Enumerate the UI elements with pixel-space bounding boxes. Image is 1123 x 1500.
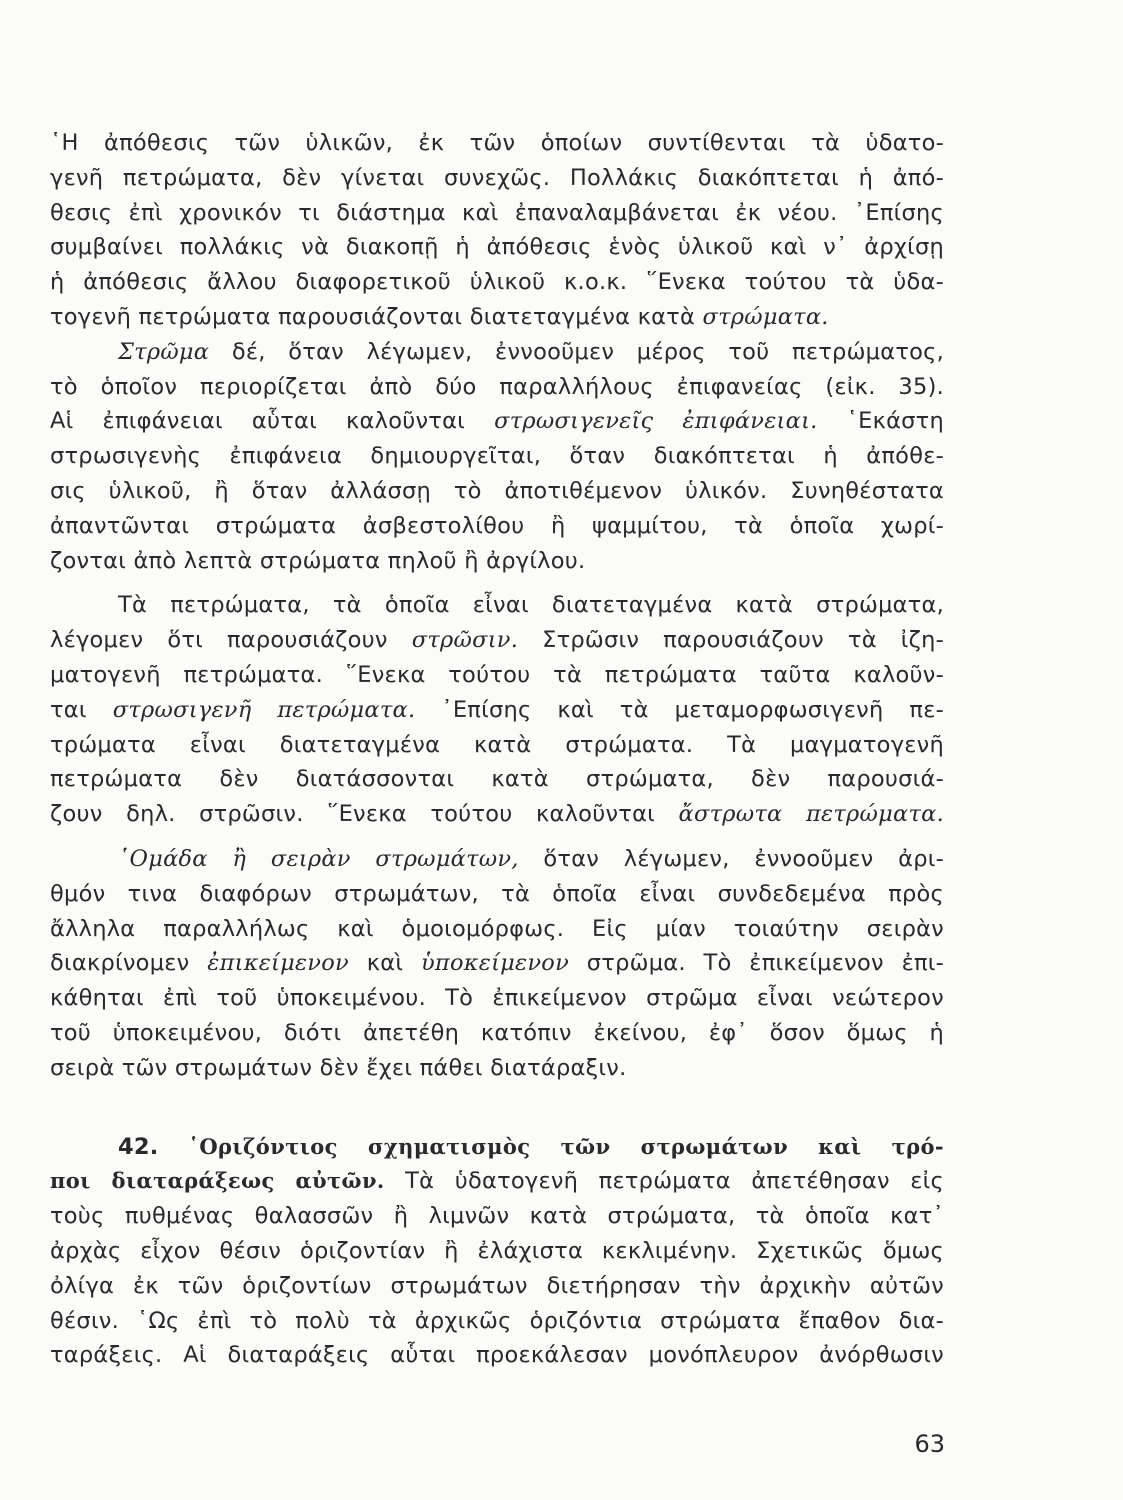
line-text: δέ, ὅταν λέγωμεν, ἐννοοῦμεν μέρος τοῦ πετρώματος, <box>209 338 944 365</box>
paragraph-line: θμόν τινα διαφόρων στρωμάτων, τὰ ὁποῖα εἶναι συνδεδεμένα πρὸς <box>50 880 944 907</box>
section-heading: ῾Οριζόντιος σχηματισμὸς τῶν στρωμάτων καὶ τρό- <box>188 1133 945 1159</box>
paragraph-line: ὀλίγα ἐκ τῶν ὁριζοντίων στρωμάτων διετήρησαν τὴν ἀρχικὴν αὐτῶν <box>50 1272 944 1299</box>
paragraph-line: ματογενῆ πετρώματα. ῞Ενεκα τούτου τὰ πετρώματα ταῦτα καλοῦν- <box>50 661 944 688</box>
paragraph-line: συμβαίνει πολλάκις νὰ διακοπῇ ἡ ἀπόθεσις ἑνὸς ὑλικοῦ καὶ ν᾿ ἀρχίσῃ <box>50 234 944 261</box>
paragraph-line: γενῆ πετρώματα, δὲν γίνεται συνεχῶς. Πολλάκις διακόπτεται ἡ ἀπό- <box>50 164 944 191</box>
paragraph-line: ταράξεις. Αἱ διαταράξεις αὗται προεκάλεσαν μονόπλευρον ἀνόρθωσιν <box>50 1342 944 1369</box>
paragraph-line: ἀρχὰς εἶχον θέσιν ὁριζοντίαν ἢ ἐλάχιστα κεκλιμένην. Σχετικῶς ὅμως <box>50 1237 944 1264</box>
paragraph-line: κάθηται ἐπὶ τοῦ ὑποκειμένου. Τὸ ἐπικείμενον στρῶμα εἶναι νεώτερον <box>50 985 944 1012</box>
italic-term: Στρῶμα <box>118 338 210 365</box>
paragraph-line: ἡ ἀπόθεσις ἄλλου διαφορετικοῦ ὑλικοῦ κ.ο.κ. ῞Ενεκα τούτου τὰ ὑδα- <box>50 269 944 296</box>
paragraph-line: θεσις ἐπὶ χρονικόν τι διάστημα καὶ ἐπαναλαμβάνεται ἐκ νέου. ᾿Επίσης <box>50 199 944 226</box>
paragraph-line: τρώματα εἶναι διατεταγμένα κατὰ στρώματα. Τὰ μαγματογενῆ <box>50 731 944 758</box>
italic-term: στρωσιγενῆ πετρώματα. <box>112 696 416 723</box>
paragraph-line <box>50 623 944 658</box>
paragraph-line: ῾Η ἀπόθεσις τῶν ὑλικῶν, ἐκ τῶν ὁποίων συντίθενται τὰ ὑδατο- <box>50 130 944 156</box>
italic-term: ῾Ομάδα ἢ σειρὰν στρωμάτων, <box>118 845 519 872</box>
paragraph-line <box>50 693 944 728</box>
line-text: Αἱ ἐπιφάνειαι αὗται καλοῦνται <box>50 408 495 435</box>
line-text: λέγομεν ὅτι παρουσιάζουν <box>50 627 412 654</box>
italic-term: ἐπικείμενον <box>207 950 349 977</box>
line-text: Στρῶσιν παρουσιάζουν τὰ ἰζη- <box>518 627 944 654</box>
paragraph-line <box>50 946 944 981</box>
italic-term: στρώματα. <box>702 303 829 330</box>
line-text: καὶ <box>348 950 421 977</box>
italic-term: ὑποκείμενον <box>420 950 569 977</box>
paragraph-line: τὸ ὁποῖον περιορίζεται ἀπὸ δύο παραλλήλους ἐπιφανείας (εἰκ. 35). <box>50 373 944 400</box>
line-text: Τὰ ὑδατογενῆ πετρώματα ἀπετέθησαν εἰς <box>384 1168 944 1195</box>
body-text <box>50 126 944 1373</box>
line-text: ῾Εκάστη <box>817 408 944 435</box>
paragraph-line: Τὰ πετρώματα, τὰ ὁποῖα εἶναι διατεταγμένα κατὰ στρώματα, <box>118 592 944 619</box>
paragraph-line <box>50 404 944 439</box>
paragraph-line: θέσιν. ῾Ως ἐπὶ τὸ πολὺ τὰ ἀρχικῶς ὁριζόντια στρώματα ἔπαθον δια- <box>50 1307 944 1334</box>
paragraph-line: σειρὰ τῶν στρωμάτων δὲν ἔχει πάθει διατάραξιν. <box>50 1054 627 1081</box>
line-text: στρῶμα. Τὸ ἐπικείμενον ἐπι- <box>569 950 945 977</box>
line-text: ὅταν λέγωμεν, ἐννοοῦμεν ἀρι- <box>518 845 944 872</box>
section-heading-line <box>50 1130 944 1165</box>
page-number: 63 <box>914 1430 945 1458</box>
paragraph-line <box>50 335 944 370</box>
paragraph-line: τοῦ ὑποκειμένου, διότι ἀπετέθη κατόπιν ἐκείνου, ἐφ᾿ ὅσον ὅμως ἡ <box>50 1019 944 1046</box>
paragraph-line: τοὺς πυθμένας θαλασσῶν ἢ λιμνῶν κατὰ στρώματα, τὰ ὁποῖα κατ᾿ <box>50 1203 944 1230</box>
paragraph-line: ἀπαντῶνται στρώματα ἀσβεστολίθου ἢ ψαμμίτου, τὰ ὁποῖα χωρί- <box>50 512 944 539</box>
italic-term: στρωσιγενεῖς ἐπιφάνειαι. <box>494 408 818 435</box>
line-text: τογενῆ πετρώματα παρουσιάζονται διατεταγμένα κατὰ <box>50 303 703 330</box>
line-text: διακρίνομεν <box>50 950 208 977</box>
section-heading-continued: ποι διαταράξεως αὐτῶν. <box>50 1168 385 1194</box>
section-number: 42. <box>118 1133 159 1160</box>
section-heading-line <box>50 1164 944 1199</box>
paragraph-line: πετρώματα δὲν διατάσσονται κατὰ στρώματα, δὲν παρουσιά- <box>50 766 944 793</box>
italic-term: στρῶσιν. <box>411 627 519 654</box>
paragraph-line: σις ὑλικοῦ, ἢ ὅταν ἀλλάσσῃ τὸ ἀποτιθέμενον ὑλικόν. Συνηθέστατα <box>50 477 944 504</box>
paragraph-line: στρωσιγενὴς ἐπιφάνεια δημιουργεῖται, ὅταν διακόπτεται ἡ ἀπόθε- <box>50 443 944 470</box>
paragraph-line: ζονται ἀπὸ λεπτὰ στρώματα πηλοῦ ἢ ἀργίλου. <box>50 547 586 574</box>
paragraph-line: ἄλληλα παραλλήλως καὶ ὁμοιομόρφως. Εἰς μίαν τοιαύτην σειρὰν <box>50 915 944 942</box>
line-text: ᾿Επίσης καὶ τὰ μεταμορφωσιγενῆ πε- <box>415 696 944 723</box>
paragraph-line <box>50 842 944 877</box>
line-text: ται <box>50 696 113 723</box>
line-text: ζουν δηλ. στρῶσιν. ῞Ενεκα τούτου καλοῦνται <box>50 801 679 828</box>
paragraph-line <box>50 300 944 335</box>
italic-term: ἄστρωτα πετρώματα. <box>678 801 944 828</box>
paragraph-line <box>50 797 944 832</box>
